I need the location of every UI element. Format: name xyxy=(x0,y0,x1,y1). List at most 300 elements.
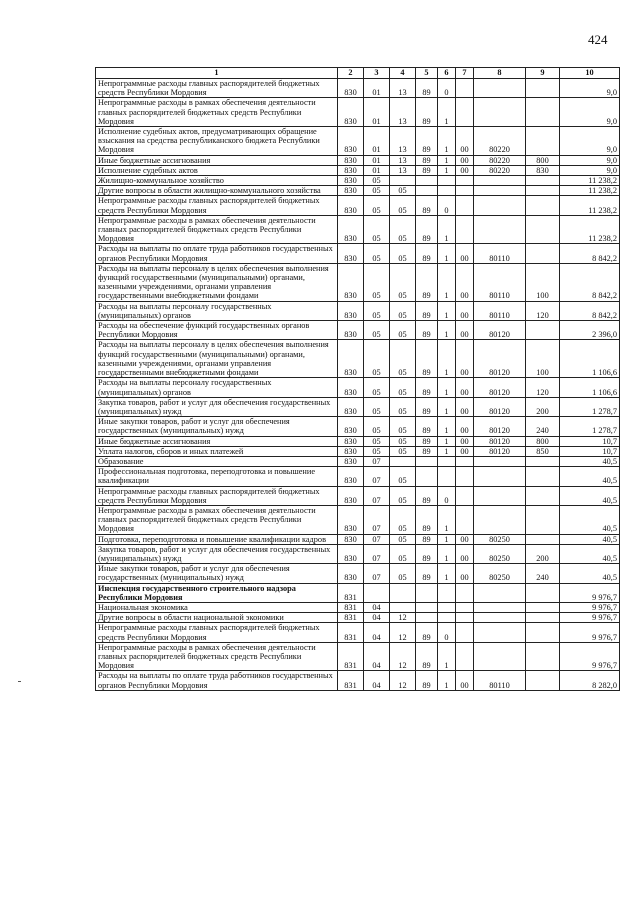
expense-type-cell: 830 xyxy=(526,165,560,175)
subsection-code-cell: 05 xyxy=(390,505,416,534)
main-activity-code-cell xyxy=(456,613,474,623)
direction-code-cell xyxy=(474,623,526,642)
expense-type-cell: 120 xyxy=(526,378,560,397)
expense-type-cell: 800 xyxy=(526,155,560,165)
subsection-code-cell: 13 xyxy=(390,165,416,175)
table-row xyxy=(96,623,620,642)
subprogram-code-cell: 1 xyxy=(438,642,456,671)
subsection-code-cell: 05 xyxy=(390,544,416,563)
page-number: 424 xyxy=(588,32,608,47)
expense-name-cell: Иные закупки товаров, работ и услуг для обеспечения государственных (муниципальных) нужд xyxy=(96,417,338,436)
direction-code-cell xyxy=(474,215,526,244)
main-activity-code-cell xyxy=(456,583,474,602)
expense-type-cell: 240 xyxy=(526,564,560,583)
amount-cell: 9 976,7 xyxy=(560,623,620,642)
ministry-code-cell: 830 xyxy=(338,196,364,215)
subsection-code-cell: 05 xyxy=(390,486,416,505)
subsection-code-cell xyxy=(390,583,416,602)
expense-name-cell: Инспекция государственного строительного надзора Республики Мордовия xyxy=(96,583,338,602)
expense-type-cell: 200 xyxy=(526,544,560,563)
table-row xyxy=(96,98,620,127)
subsection-code-cell: 05 xyxy=(390,215,416,244)
program-code-cell: 89 xyxy=(416,671,438,690)
table-row xyxy=(96,127,620,156)
subsection-code-cell: 13 xyxy=(390,127,416,156)
expense-type-cell xyxy=(526,623,560,642)
table-row xyxy=(96,196,620,215)
subprogram-code-cell: 1 xyxy=(438,417,456,436)
ministry-code-cell: 831 xyxy=(338,602,364,612)
amount-cell: 40,5 xyxy=(560,544,620,563)
main-activity-code-cell: 00 xyxy=(456,127,474,156)
section-code-cell: 01 xyxy=(364,127,390,156)
program-code-cell: 89 xyxy=(416,378,438,397)
program-code-cell: 89 xyxy=(416,544,438,563)
expense-type-cell xyxy=(526,486,560,505)
main-activity-code-cell xyxy=(456,176,474,186)
direction-code-cell: 80250 xyxy=(474,534,526,544)
direction-code-cell: 80120 xyxy=(474,340,526,378)
column-header: 3 xyxy=(364,68,390,79)
program-code-cell: 89 xyxy=(416,321,438,340)
subsection-code-cell: 05 xyxy=(390,446,416,456)
expense-name-cell: Расходы на выплаты персоналу государственных (муниципальных) органов xyxy=(96,378,338,397)
expense-type-cell: 850 xyxy=(526,446,560,456)
ministry-code-cell: 830 xyxy=(338,301,364,320)
subprogram-code-cell: 1 xyxy=(438,244,456,263)
program-code-cell: 89 xyxy=(416,564,438,583)
amount-cell: 8 842,2 xyxy=(560,263,620,301)
direction-code-cell: 80220 xyxy=(474,155,526,165)
expense-name-cell: Исполнение судебных актов xyxy=(96,165,338,175)
expense-type-cell: 100 xyxy=(526,340,560,378)
subprogram-code-cell: 0 xyxy=(438,196,456,215)
expense-type-cell: 120 xyxy=(526,301,560,320)
subprogram-code-cell xyxy=(438,186,456,196)
program-code-cell: 89 xyxy=(416,263,438,301)
subprogram-code-cell: 1 xyxy=(438,378,456,397)
subsection-code-cell: 05 xyxy=(390,340,416,378)
main-activity-code-cell: 00 xyxy=(456,244,474,263)
program-code-cell: 89 xyxy=(416,79,438,98)
direction-code-cell xyxy=(474,456,526,466)
amount-cell: 8 842,2 xyxy=(560,301,620,320)
ministry-code-cell: 830 xyxy=(338,321,364,340)
ministry-code-cell: 830 xyxy=(338,505,364,534)
subsection-code-cell: 05 xyxy=(390,186,416,196)
section-code-cell: 05 xyxy=(364,417,390,436)
expense-name-cell: Исполнение судебных актов, предусматривающих обращение взыскания на средства республиканского бюджета Республики Мордовия xyxy=(96,127,338,156)
ministry-code-cell: 830 xyxy=(338,127,364,156)
amount-cell: 10,7 xyxy=(560,436,620,446)
main-activity-code-cell: 00 xyxy=(456,436,474,446)
subsection-code-cell xyxy=(390,602,416,612)
subprogram-code-cell xyxy=(438,456,456,466)
section-code-cell: 05 xyxy=(364,301,390,320)
expense-type-cell xyxy=(526,98,560,127)
table-row xyxy=(96,467,620,486)
section-code-cell: 04 xyxy=(364,602,390,612)
direction-code-cell xyxy=(474,186,526,196)
subprogram-code-cell xyxy=(438,583,456,602)
expense-type-cell xyxy=(526,196,560,215)
section-code-cell: 07 xyxy=(364,467,390,486)
main-activity-code-cell xyxy=(456,505,474,534)
expense-type-cell xyxy=(526,602,560,612)
column-header: 10 xyxy=(560,68,620,79)
main-activity-code-cell xyxy=(456,215,474,244)
amount-cell: 2 396,0 xyxy=(560,321,620,340)
main-activity-code-cell: 00 xyxy=(456,417,474,436)
section-code-cell: 05 xyxy=(364,397,390,416)
main-activity-code-cell xyxy=(456,196,474,215)
program-code-cell: 89 xyxy=(416,301,438,320)
table-row xyxy=(96,446,620,456)
main-activity-code-cell xyxy=(456,623,474,642)
amount-cell: 11 238,2 xyxy=(560,196,620,215)
subprogram-code-cell: 1 xyxy=(438,564,456,583)
main-activity-code-cell: 00 xyxy=(456,340,474,378)
table-row xyxy=(96,642,620,671)
section-code-cell: 07 xyxy=(364,544,390,563)
direction-code-cell xyxy=(474,467,526,486)
program-code-cell xyxy=(416,602,438,612)
amount-cell: 40,5 xyxy=(560,456,620,466)
direction-code-cell xyxy=(474,602,526,612)
program-code-cell: 89 xyxy=(416,215,438,244)
ministry-code-cell: 830 xyxy=(338,417,364,436)
expense-name-cell: Образование xyxy=(96,456,338,466)
expense-type-cell xyxy=(526,505,560,534)
direction-code-cell: 80120 xyxy=(474,397,526,416)
expense-type-cell xyxy=(526,534,560,544)
program-code-cell: 89 xyxy=(416,397,438,416)
main-activity-code-cell xyxy=(456,602,474,612)
program-code-cell: 89 xyxy=(416,486,438,505)
expense-type-cell xyxy=(526,186,560,196)
direction-code-cell: 80120 xyxy=(474,436,526,446)
column-header: 9 xyxy=(526,68,560,79)
amount-cell: 9,0 xyxy=(560,155,620,165)
expense-type-cell: 800 xyxy=(526,436,560,446)
expense-type-cell xyxy=(526,176,560,186)
subsection-code-cell: 05 xyxy=(390,196,416,215)
section-code-cell: 04 xyxy=(364,642,390,671)
direction-code-cell: 80250 xyxy=(474,544,526,563)
subprogram-code-cell: 1 xyxy=(438,446,456,456)
program-code-cell: 89 xyxy=(416,340,438,378)
program-code-cell: 89 xyxy=(416,446,438,456)
table-row xyxy=(96,321,620,340)
subsection-code-cell: 05 xyxy=(390,534,416,544)
table-row xyxy=(96,602,620,612)
expense-type-cell xyxy=(526,79,560,98)
ministry-code-cell: 830 xyxy=(338,165,364,175)
ministry-code-cell: 830 xyxy=(338,446,364,456)
expense-name-cell: Другие вопросы в области национальной экономики xyxy=(96,613,338,623)
subsection-code-cell: 13 xyxy=(390,155,416,165)
amount-cell: 9,0 xyxy=(560,127,620,156)
expense-type-cell xyxy=(526,642,560,671)
main-activity-code-cell: 00 xyxy=(456,263,474,301)
expense-type-cell xyxy=(526,321,560,340)
section-code-cell: 07 xyxy=(364,486,390,505)
table-row xyxy=(96,176,620,186)
subsection-code-cell xyxy=(390,176,416,186)
table-row xyxy=(96,534,620,544)
ministry-code-cell: 831 xyxy=(338,613,364,623)
amount-cell: 10,7 xyxy=(560,446,620,456)
subsection-code-cell: 12 xyxy=(390,671,416,690)
main-activity-code-cell xyxy=(456,486,474,505)
subprogram-code-cell: 1 xyxy=(438,263,456,301)
expense-name-cell: Уплата налогов, сборов и иных платежей xyxy=(96,446,338,456)
expense-type-cell: 200 xyxy=(526,397,560,416)
amount-cell: 9 976,7 xyxy=(560,642,620,671)
subsection-code-cell: 05 xyxy=(390,397,416,416)
expense-name-cell: Иные бюджетные ассигнования xyxy=(96,436,338,446)
section-code-cell: 05 xyxy=(364,215,390,244)
section-code-cell: 07 xyxy=(364,505,390,534)
amount-cell: 9 976,7 xyxy=(560,613,620,623)
subprogram-code-cell: 0 xyxy=(438,486,456,505)
direction-code-cell: 80250 xyxy=(474,564,526,583)
ministry-code-cell: 830 xyxy=(338,534,364,544)
subprogram-code-cell xyxy=(438,602,456,612)
subsection-code-cell: 05 xyxy=(390,301,416,320)
amount-cell: 9 976,7 xyxy=(560,602,620,612)
section-code-cell: 05 xyxy=(364,186,390,196)
main-activity-code-cell: 00 xyxy=(456,534,474,544)
table-row xyxy=(96,671,620,690)
main-activity-code-cell: 00 xyxy=(456,446,474,456)
ministry-code-cell: 830 xyxy=(338,436,364,446)
expense-name-cell: Расходы на выплаты по оплате труда работников государственных органов Республики Мордовия xyxy=(96,244,338,263)
subprogram-code-cell: 1 xyxy=(438,544,456,563)
expense-name-cell: Непрограммные расходы главных распорядителей бюджетных средств Республики Мордовия xyxy=(96,623,338,642)
expense-name-cell: Расходы на выплаты персоналу в целях обеспечения выполнения функций государственными (муниципальными) органами, казенными учреждениями, органами управления государственными внебюджетными фондами xyxy=(96,340,338,378)
direction-code-cell: 80110 xyxy=(474,244,526,263)
main-activity-code-cell: 00 xyxy=(456,397,474,416)
section-code-cell: 04 xyxy=(364,613,390,623)
expense-name-cell: Непрограммные расходы в рамках обеспечения деятельности главных распорядителей бюджетных средств Республики Мордовия xyxy=(96,642,338,671)
amount-cell: 11 238,2 xyxy=(560,215,620,244)
direction-code-cell: 80120 xyxy=(474,446,526,456)
section-code-cell: 01 xyxy=(364,165,390,175)
subsection-code-cell: 05 xyxy=(390,244,416,263)
subsection-code-cell: 05 xyxy=(390,417,416,436)
direction-code-cell: 80110 xyxy=(474,301,526,320)
expense-type-cell xyxy=(526,456,560,466)
program-code-cell xyxy=(416,176,438,186)
subsection-code-cell xyxy=(390,456,416,466)
ministry-code-cell: 830 xyxy=(338,340,364,378)
main-activity-code-cell xyxy=(456,456,474,466)
amount-cell: 9,0 xyxy=(560,165,620,175)
expense-name-cell: Непрограммные расходы главных распорядителей бюджетных средств Республики Мордовия xyxy=(96,486,338,505)
ministry-code-cell: 831 xyxy=(338,623,364,642)
main-activity-code-cell: 00 xyxy=(456,165,474,175)
program-code-cell: 89 xyxy=(416,623,438,642)
ministry-code-cell: 830 xyxy=(338,186,364,196)
main-activity-code-cell xyxy=(456,186,474,196)
subprogram-code-cell: 0 xyxy=(438,79,456,98)
subprogram-code-cell: 1 xyxy=(438,98,456,127)
direction-code-cell: 80110 xyxy=(474,671,526,690)
program-code-cell: 89 xyxy=(416,155,438,165)
section-code-cell: 05 xyxy=(364,176,390,186)
table-row xyxy=(96,436,620,446)
amount-cell: 9,0 xyxy=(560,79,620,98)
table-row xyxy=(96,564,620,583)
subprogram-code-cell xyxy=(438,613,456,623)
table-row xyxy=(96,155,620,165)
subprogram-code-cell: 0 xyxy=(438,623,456,642)
subprogram-code-cell: 1 xyxy=(438,436,456,446)
direction-code-cell: 80120 xyxy=(474,321,526,340)
ministry-code-cell: 831 xyxy=(338,583,364,602)
table-row xyxy=(96,301,620,320)
ministry-code-cell: 830 xyxy=(338,456,364,466)
program-code-cell xyxy=(416,186,438,196)
column-header: 5 xyxy=(416,68,438,79)
expense-name-cell: Непрограммные расходы в рамках обеспечения деятельности главных распорядителей бюджетных средств Республики Мордовия xyxy=(96,215,338,244)
amount-cell: 1 278,7 xyxy=(560,417,620,436)
program-code-cell: 89 xyxy=(416,642,438,671)
expense-name-cell: Непрограммные расходы главных распорядителей бюджетных средств Республики Мордовия xyxy=(96,79,338,98)
main-activity-code-cell xyxy=(456,467,474,486)
subprogram-code-cell: 1 xyxy=(438,397,456,416)
expense-name-cell: Расходы на обеспечение функций государственных органов Республики Мордовия xyxy=(96,321,338,340)
ministry-code-cell: 830 xyxy=(338,486,364,505)
section-code-cell xyxy=(364,583,390,602)
expense-name-cell: Подготовка, переподготовка и повышение квалификации кадров xyxy=(96,534,338,544)
main-activity-code-cell xyxy=(456,98,474,127)
amount-cell: 1 106,6 xyxy=(560,378,620,397)
table-row xyxy=(96,186,620,196)
direction-code-cell xyxy=(474,196,526,215)
amount-cell: 8 842,2 xyxy=(560,244,620,263)
direction-code-cell xyxy=(474,486,526,505)
subsection-code-cell: 13 xyxy=(390,98,416,127)
direction-code-cell xyxy=(474,176,526,186)
program-code-cell xyxy=(416,583,438,602)
subprogram-code-cell xyxy=(438,467,456,486)
direction-code-cell: 80110 xyxy=(474,263,526,301)
program-code-cell xyxy=(416,456,438,466)
main-activity-code-cell xyxy=(456,642,474,671)
amount-cell: 11 238,2 xyxy=(560,186,620,196)
expense-type-cell xyxy=(526,467,560,486)
expense-name-cell: Расходы на выплаты персоналу в целях обеспечения выполнения функций государственными (муниципальными) органами, казенными учреждениями, органами управления государственными внебюджетными фондами xyxy=(96,263,338,301)
main-activity-code-cell: 00 xyxy=(456,155,474,165)
expense-type-cell xyxy=(526,244,560,263)
table-row xyxy=(96,215,620,244)
ministry-code-cell: 830 xyxy=(338,155,364,165)
amount-cell: 40,5 xyxy=(560,467,620,486)
expense-name-cell: Расходы на выплаты персоналу государственных (муниципальных) органов xyxy=(96,301,338,320)
ministry-code-cell: 830 xyxy=(338,467,364,486)
column-header: 1 xyxy=(96,68,338,79)
table-row xyxy=(96,244,620,263)
main-activity-code-cell: 00 xyxy=(456,564,474,583)
expense-name-cell: Непрограммные расходы в рамках обеспечения деятельности главных распорядителей бюджетных средств Республики Мордовия xyxy=(96,505,338,534)
section-code-cell: 01 xyxy=(364,79,390,98)
amount-cell: 1 278,7 xyxy=(560,397,620,416)
expense-type-cell xyxy=(526,583,560,602)
main-activity-code-cell: 00 xyxy=(456,301,474,320)
ministry-code-cell: 830 xyxy=(338,244,364,263)
subsection-code-cell: 05 xyxy=(390,263,416,301)
subprogram-code-cell: 1 xyxy=(438,165,456,175)
expense-name-cell: Непрограммные расходы в рамках обеспечения деятельности главных распорядителей бюджетных средств Республики Мордовия xyxy=(96,98,338,127)
ministry-code-cell: 831 xyxy=(338,642,364,671)
main-activity-code-cell xyxy=(456,79,474,98)
section-code-cell: 05 xyxy=(364,436,390,446)
amount-cell: 40,5 xyxy=(560,486,620,505)
table-row xyxy=(96,456,620,466)
subsection-code-cell: 05 xyxy=(390,321,416,340)
ministry-code-cell: 830 xyxy=(338,98,364,127)
main-activity-code-cell: 00 xyxy=(456,378,474,397)
direction-code-cell xyxy=(474,642,526,671)
subsection-code-cell: 05 xyxy=(390,467,416,486)
expense-type-cell: 100 xyxy=(526,263,560,301)
table-row xyxy=(96,397,620,416)
ministry-code-cell: 830 xyxy=(338,263,364,301)
program-code-cell: 89 xyxy=(416,505,438,534)
ministry-code-cell: 830 xyxy=(338,544,364,563)
section-code-cell: 04 xyxy=(364,623,390,642)
table-row xyxy=(96,486,620,505)
subsection-code-cell: 12 xyxy=(390,613,416,623)
section-code-cell: 07 xyxy=(364,534,390,544)
program-code-cell: 89 xyxy=(416,98,438,127)
section-code-cell: 01 xyxy=(364,98,390,127)
expense-name-cell: Жилищно-коммунальное хозяйство xyxy=(96,176,338,186)
program-code-cell: 89 xyxy=(416,196,438,215)
scan-mark xyxy=(18,681,21,682)
program-code-cell xyxy=(416,467,438,486)
table-row xyxy=(96,544,620,563)
section-code-cell: 05 xyxy=(364,196,390,215)
ministry-code-cell: 830 xyxy=(338,176,364,186)
subprogram-code-cell xyxy=(438,176,456,186)
section-code-cell: 05 xyxy=(364,263,390,301)
program-code-cell: 89 xyxy=(416,417,438,436)
table-row xyxy=(96,340,620,378)
direction-code-cell: 80120 xyxy=(474,417,526,436)
section-code-cell: 05 xyxy=(364,340,390,378)
expense-type-cell xyxy=(526,215,560,244)
expense-name-cell: Профессиональная подготовка, переподготовка и повышение квалификации xyxy=(96,467,338,486)
amount-cell: 40,5 xyxy=(560,564,620,583)
ministry-code-cell: 830 xyxy=(338,564,364,583)
amount-cell: 9 976,7 xyxy=(560,583,620,602)
amount-cell: 9,0 xyxy=(560,98,620,127)
amount-cell: 8 282,0 xyxy=(560,671,620,690)
subprogram-code-cell: 1 xyxy=(438,301,456,320)
subprogram-code-cell: 1 xyxy=(438,155,456,165)
section-code-cell: 07 xyxy=(364,456,390,466)
expense-name-cell: Закупка товаров, работ и услуг для обеспечения государственных (муниципальных) нужд xyxy=(96,397,338,416)
expense-name-cell: Иные закупки товаров, работ и услуг для обеспечения государственных (муниципальных) нужд xyxy=(96,564,338,583)
table-row xyxy=(96,79,620,98)
section-code-cell: 05 xyxy=(364,244,390,263)
ministry-code-cell: 830 xyxy=(338,378,364,397)
program-code-cell: 89 xyxy=(416,244,438,263)
section-code-cell: 07 xyxy=(364,564,390,583)
